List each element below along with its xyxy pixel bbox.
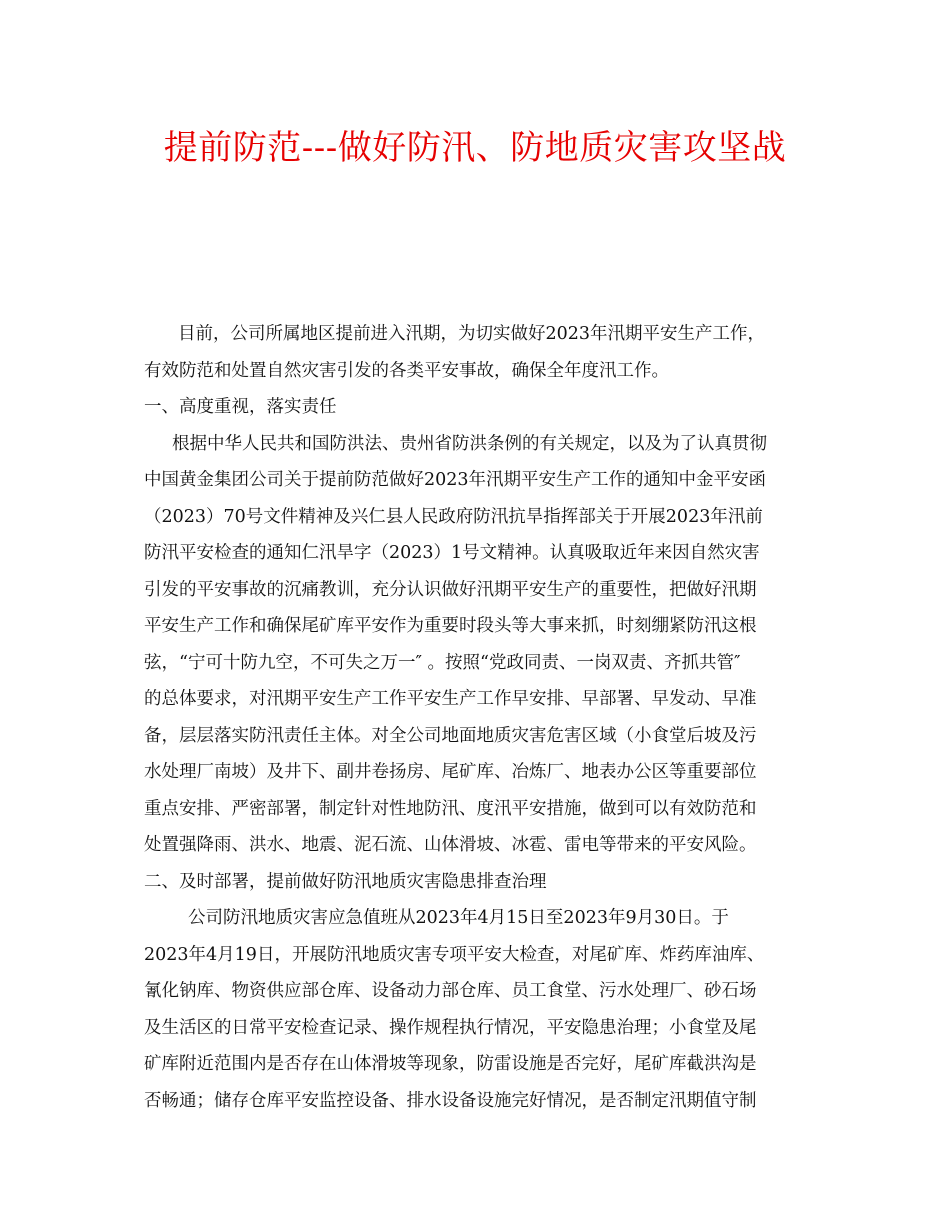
paragraph-line: 重点安排、严密部署，制定针对性地防汛、度汛平安措施，做到可以有效防范和 (144, 798, 757, 819)
document-body (144, 316, 804, 1119)
paragraph-line: 矿库附近范围内是否存在山体滑坡等现象，防雷设施是否完好，尾矿库截洪沟是 (144, 1054, 757, 1074)
paragraph-line: 否畅通；储存仓库平安监控设备、排水设备设施完好情况，是否制定汛期值守制 (144, 1090, 757, 1111)
paragraph-line: 公司防汛地质灾害应急值班从2023年4月15日至2023年9月30日。于 (188, 908, 729, 928)
section-heading: 二、及时部署，提前做好防汛地质灾害隐患排查治理 (144, 871, 547, 892)
paragraph-line: 有效防范和处置自然灾害引发的各类平安事故，确保全年度汛工作。 (144, 360, 669, 381)
paragraph-line: 根据中华人民共和国防洪法、贵州省防洪条例的有关规定，以及为了认真贯彻 (172, 433, 767, 454)
paragraph-line: 氰化钠库、物资供应部仓库、设备动力部仓库、员工食堂、污水处理厂、砂石场 (144, 981, 757, 1001)
paragraph-line: 及生活区的日常平安检查记录、操作规程执行情况，平安隐患治理；小食堂及尾 (144, 1017, 757, 1038)
paragraph-line: 引发的平安事故的沉痛教训，充分认识做好汛期平安生产的重要性，把做好汛期 (144, 579, 757, 600)
paragraph-line: （2023）70号文件精神及兴仁县人民政府防汛抗旱指挥部关于开展2023年汛前 (144, 506, 763, 527)
section-heading: 一、高度重视，落实责任 (144, 397, 337, 417)
paragraph-line: 目前，公司所属地区提前进入汛期，为切实做好2023年汛期平安生产工作， (178, 324, 766, 344)
paragraph-line: 中国黄金集团公司关于提前防范做好2023年汛期平安生产工作的通知中金平安函 (144, 470, 767, 490)
paragraph-line: 弦，“宁可十防九空，不可失之万一″ 。按照“党政同责、一岗双责、齐抓共管″ (144, 652, 741, 673)
paragraph-line: 2023年4月19日，开展防汛地质灾害专项平安大检查，对尾矿库、炸药库油库、 (144, 944, 765, 965)
paragraph-line: 防汛平安检查的通知仁汛旱字（2023）1号文精神。认真吸取近年来因自然灾害 (144, 543, 760, 563)
paragraph-line: 的总体要求，对汛期平安生产工作平安生产工作早安排、早部署、早发动、早准 (144, 689, 757, 709)
paragraph-line: 处置强降雨、洪水、地震、泥石流、山体滑坡、冰雹、雷电等带来的平安风险。 (144, 835, 757, 855)
paragraph-line: 备，层层落实防汛责任主体。对全公司地面地质灾害危害区域（小食堂后坡及污 (144, 725, 757, 746)
paragraph-line: 平安生产工作和确保尾矿库平安作为重要时段头等大事来抓，时刻绷紧防汛这根 (144, 616, 757, 636)
paragraph-line: 水处理厂南坡）及井下、副井卷扬房、尾矿库、冶炼厂、地表办公区等重要部位 (144, 762, 757, 782)
document-title: 提前防范---做好防汛、防地质灾害攻坚战 (163, 128, 787, 168)
